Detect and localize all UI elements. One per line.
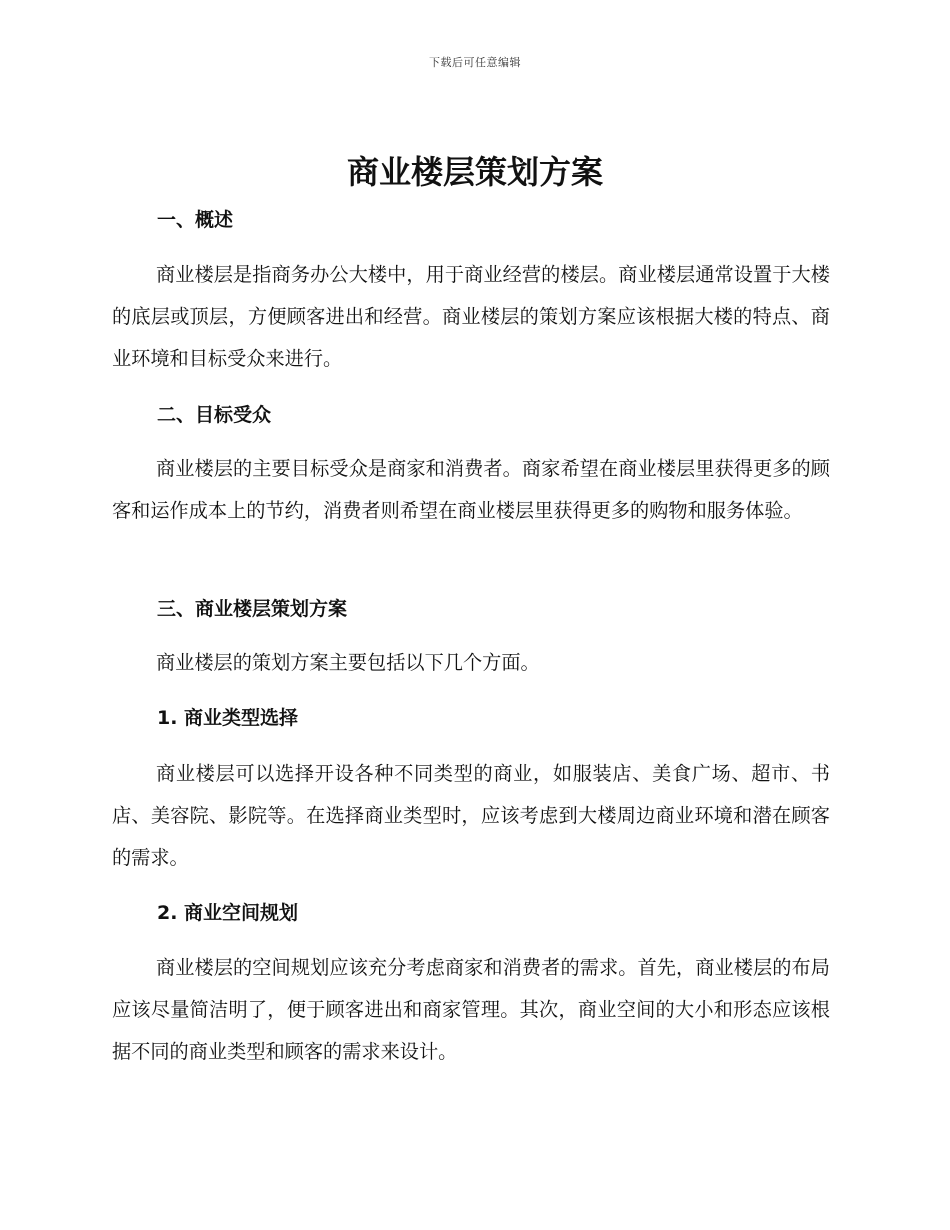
subsection-paragraph-business-type: 商业楼层可以选择开设各种不同类型的商业，如服装店、美食广场、超市、书店、美容院、影院等。在选择商业类型时，应该考虑到大楼周边商业环境和潜在顾客的需求。 — [112, 762, 830, 869]
section-paragraph-overview: 商业楼层是指商务办公大楼中，用于商业经营的楼层。商业楼层通常设置于大楼的底层或顶层，方便顾客进出和经营。商业楼层的策划方案应该根据大楼的特点、商业环境和目标受众来进行。 — [112, 263, 830, 370]
section-paragraph-plan: 商业楼层的策划方案主要包括以下几个方面。 — [156, 651, 540, 674]
section-heading-target-audience: 二、目标受众 — [157, 404, 272, 426]
subsection-heading-business-type: 1. 商业类型选择 — [157, 707, 299, 729]
section-heading-plan: 三、商业楼层策划方案 — [157, 598, 348, 620]
subsection-paragraph-space-planning: 商业楼层的空间规划应该充分考虑商家和消费者的需求。首先，商业楼层的布局应该尽量简洁明了，便于顾客进出和商家管理。其次，商业空间的大小和形态应该根据不同的商业类型和顾客的需求来设计。 — [112, 956, 830, 1063]
section-paragraph-target-audience: 商业楼层的主要目标受众是商家和消费者。商家希望在商业楼层里获得更多的顾客和运作成本上的节约，消费者则希望在商业楼层里获得更多的购物和服务体验。 — [112, 457, 830, 522]
page-header-note: 下载后可任意编辑 — [429, 56, 521, 69]
document-title: 商业楼层策划方案 — [346, 153, 603, 191]
section-heading-overview: 一、概述 — [157, 209, 234, 231]
subsection-heading-space-planning: 2. 商业空间规划 — [157, 902, 299, 924]
